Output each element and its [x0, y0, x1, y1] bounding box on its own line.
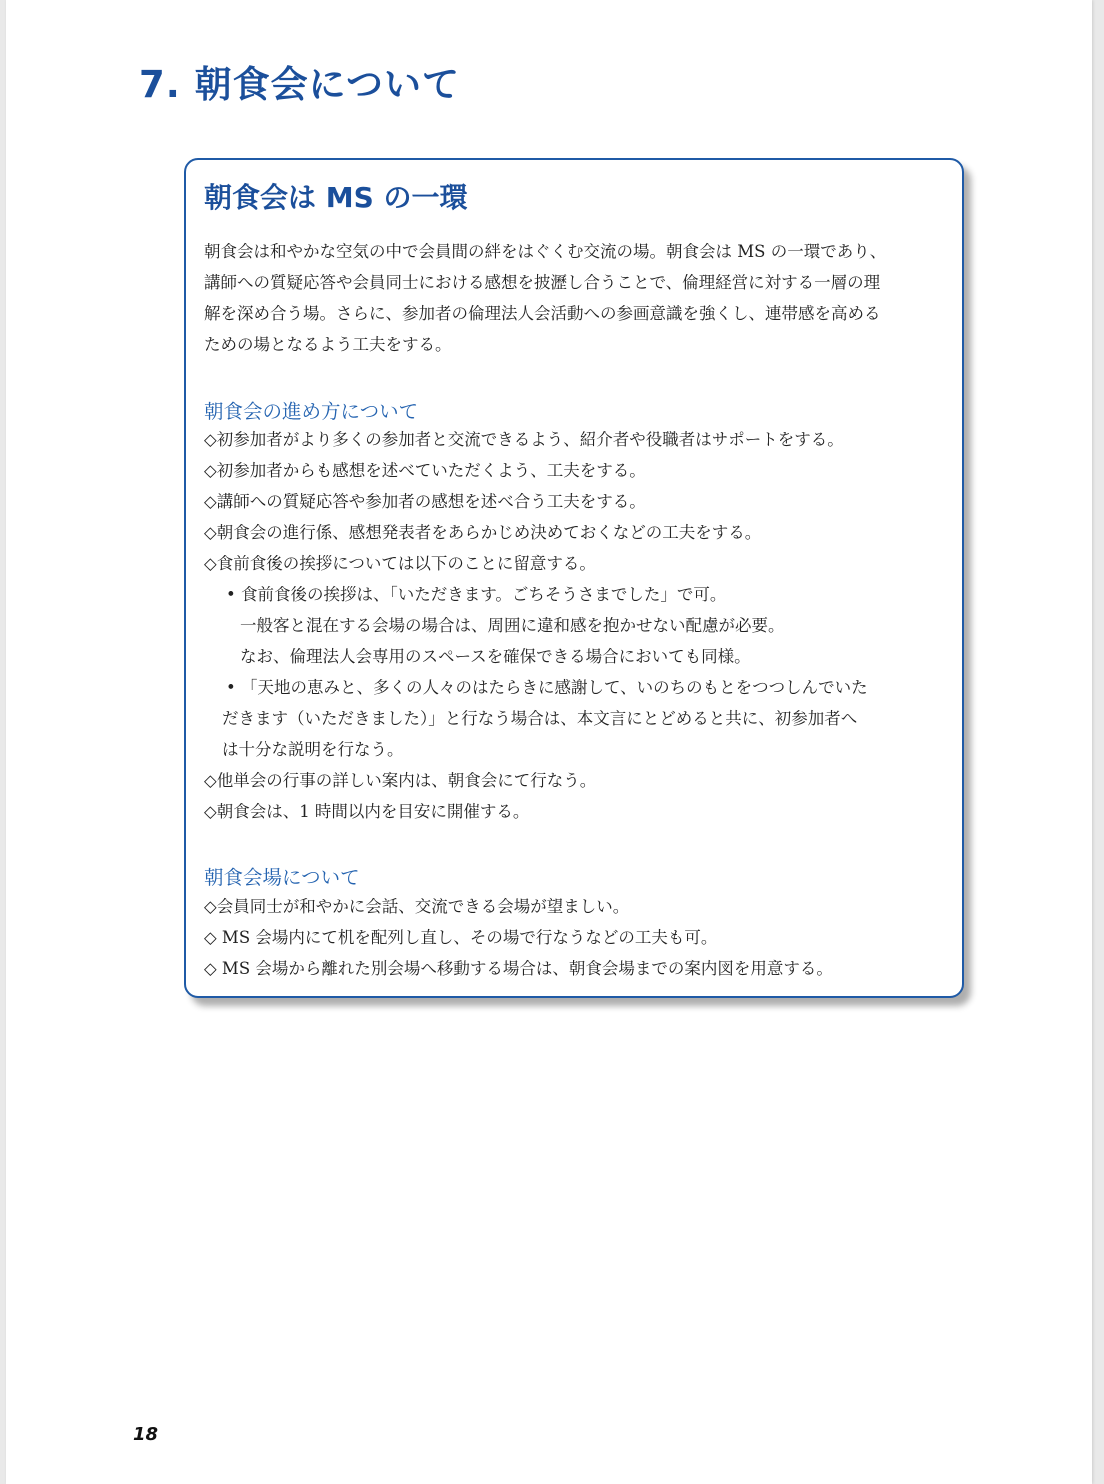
list-sub-item-continued: だきます（いただきました）」と行なう場合は、本文言にとどめると共に、初参加者へ	[222, 709, 858, 728]
list-sub-item: • 食前食後の挨拶は、「いただきます。ごちそうさまでした」で可。	[226, 585, 727, 604]
document-page	[6, 0, 1092, 1484]
list-item: ◇ MS 会場から離れた別会場へ移動する場合は、朝食会場までの案内図を用意する。	[204, 959, 833, 978]
list-sub-item: • 「天地の恵みと、多くの人々のはたらきに感謝して、いのちのもとをつつしんでいた	[226, 678, 868, 697]
list-item: ◇食前食後の挨拶については以下のことに留意する。	[204, 554, 596, 573]
page-title: 7. 朝食会について	[139, 63, 460, 106]
section-heading-procedure: 朝食会の進め方について	[204, 400, 419, 423]
intro-line: ための場となるよう工夫をする。	[204, 335, 452, 354]
list-item: ◇講師への質疑応答や参加者の感想を述べ合う工夫をする。	[204, 492, 646, 511]
list-item: ◇初参加者からも感想を述べていただくよう、工夫をする。	[204, 461, 646, 480]
intro-paragraph	[204, 236, 956, 360]
list-sub-item-continued: は十分な説明を行なう。	[222, 740, 404, 759]
list-item: ◇会員同士が和やかに会話、交流できる会場が望ましい。	[204, 897, 630, 916]
list-item: ◇他単会の行事の詳しい案内は、朝食会にて行なう。	[204, 771, 597, 790]
list-item: ◇朝食会は、1 時間以内を目安に開催する。	[204, 802, 530, 821]
box-title: 朝食会は MS の一環	[204, 181, 468, 214]
section-heading-venue: 朝食会場について	[204, 866, 360, 889]
procedure-list	[204, 424, 956, 827]
content-box	[184, 158, 964, 998]
intro-line: 講師への質疑応答や会員同士における感想を披瀝し合うことで、倫理経営に対する一層の理	[204, 273, 881, 292]
list-item: ◇ MS 会場内にて机を配列し直し、その場で行なうなどの工夫も可。	[204, 928, 718, 947]
intro-line: 朝食会は和やかな空気の中で会員間の絆をはぐくむ交流の場。朝食会は MS の一環であり、	[204, 242, 887, 261]
page-number: 18	[133, 1424, 159, 1445]
list-item: ◇初参加者がより多くの参加者と交流できるよう、紹介者や役職者はサポートをする。	[204, 430, 844, 449]
list-item: ◇朝食会の進行係、感想発表者をあらかじめ決めておくなどの工夫をする。	[204, 523, 762, 542]
list-sub-item-continued: 一般客と混在する会場の場合は、周囲に違和感を抱かせない配慮が必要。	[240, 616, 785, 635]
list-sub-item-continued: なお、倫理法人会専用のスペースを確保できる場合においても同様。	[240, 647, 751, 666]
venue-list	[204, 891, 956, 984]
intro-line: 解を深め合う場。さらに、参加者の倫理法人会活動への参画意識を強くし、連帯感を高める	[204, 304, 881, 323]
